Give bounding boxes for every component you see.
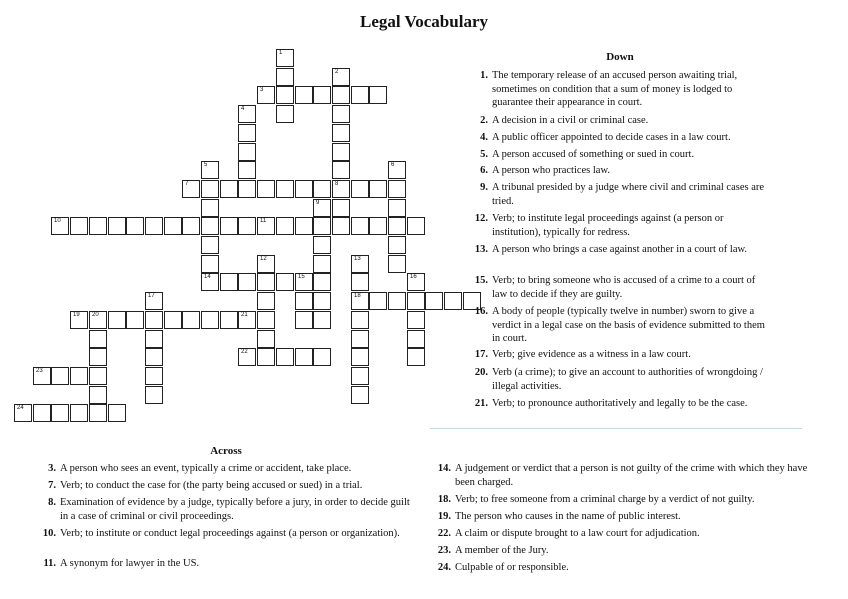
grid-cell[interactable] xyxy=(313,292,331,310)
grid-cell[interactable] xyxy=(201,180,219,198)
clue-number-label: 20. xyxy=(474,367,488,378)
grid-cell[interactable] xyxy=(70,311,88,329)
clue-text: Verb; to bring someone who is accused of a crime to a court of law to decide if they are guilty. xyxy=(492,275,756,300)
grid-cell[interactable] xyxy=(388,180,406,198)
grid-cell[interactable] xyxy=(238,105,256,123)
grid-cell[interactable] xyxy=(145,330,163,348)
clue-number: 21 xyxy=(241,312,248,318)
grid-cell[interactable] xyxy=(126,311,144,329)
clue-number: 13 xyxy=(354,256,361,262)
down-heading: Down xyxy=(606,51,634,63)
grid-cell[interactable] xyxy=(369,292,387,310)
grid-cell[interactable] xyxy=(201,311,219,329)
grid-cell[interactable] xyxy=(51,367,69,385)
grid-cell[interactable] xyxy=(369,86,387,104)
grid-cell[interactable] xyxy=(351,292,369,310)
grid-cell[interactable] xyxy=(332,199,350,217)
clue-number: 24 xyxy=(17,405,24,411)
grid-cell[interactable] xyxy=(201,217,219,235)
grid-cell[interactable] xyxy=(238,348,256,366)
grid-cell[interactable] xyxy=(145,217,163,235)
grid-cell[interactable] xyxy=(257,348,275,366)
grid-cell[interactable] xyxy=(351,386,369,404)
clue-number-label: 13. xyxy=(474,244,488,255)
grid-cell[interactable] xyxy=(388,217,406,235)
grid-cell[interactable] xyxy=(51,404,69,422)
grid-cell[interactable] xyxy=(313,255,331,273)
grid-cell[interactable] xyxy=(276,273,294,291)
clue-number: 6 xyxy=(391,162,395,168)
grid-cell[interactable] xyxy=(276,105,294,123)
grid-cell[interactable] xyxy=(351,311,369,329)
clue-number-label: 6. xyxy=(480,165,488,176)
grid-cell[interactable] xyxy=(276,68,294,86)
grid-cell[interactable] xyxy=(332,180,350,198)
grid-cell[interactable] xyxy=(407,292,425,310)
grid-cell[interactable] xyxy=(89,367,107,385)
grid-cell[interactable] xyxy=(407,217,425,235)
grid-cell[interactable] xyxy=(70,367,88,385)
clue-number: 5 xyxy=(204,162,208,168)
grid-cell[interactable] xyxy=(313,86,331,104)
grid-cell[interactable] xyxy=(14,404,32,422)
grid-cell[interactable] xyxy=(220,180,238,198)
grid-cell[interactable] xyxy=(164,311,182,329)
grid-cell[interactable] xyxy=(407,311,425,329)
grid-cell[interactable] xyxy=(276,49,294,67)
clue-number-label: 3. xyxy=(48,463,56,474)
clue-text: A judgement or verdict that a person is not guilty of the crime with which they have been charged. xyxy=(455,463,808,488)
clue-text: Verb; to pronounce authoritatively and legally to be the case. xyxy=(492,398,748,409)
clue-number: 18 xyxy=(354,293,361,299)
grid-cell[interactable] xyxy=(295,292,313,310)
grid-cell[interactable] xyxy=(182,217,200,235)
grid-cell[interactable] xyxy=(70,404,88,422)
clue-text: Verb; to free someone from a criminal charge by a verdict of not guilty. xyxy=(455,494,755,505)
grid-cell[interactable] xyxy=(89,386,107,404)
clue-text: A body of people (typically twelve in number) sworn to give a verdict in a legal case on the basis of evidence submitted to them in court. xyxy=(492,306,765,344)
grid-cell[interactable] xyxy=(257,292,275,310)
grid-cell[interactable] xyxy=(238,143,256,161)
clue-number: 23 xyxy=(36,368,43,374)
clue-number: 16 xyxy=(410,274,417,280)
grid-cell[interactable] xyxy=(332,124,350,142)
grid-cell[interactable] xyxy=(238,273,256,291)
grid-cell[interactable] xyxy=(332,68,350,86)
clue-number: 10 xyxy=(54,218,61,224)
clue-number-label: 24. xyxy=(437,562,451,573)
clue-text: A person who brings a case against another in a court of law. xyxy=(492,244,748,255)
divider xyxy=(430,428,802,429)
clue-number-label: 8. xyxy=(48,497,56,508)
grid-cell[interactable] xyxy=(89,330,107,348)
grid-cell[interactable] xyxy=(388,199,406,217)
clue-text: A claim or dispute brought to a law court for adjudication. xyxy=(455,528,700,539)
grid-cell[interactable] xyxy=(257,330,275,348)
clue-number: 19 xyxy=(73,312,80,318)
grid-cell[interactable] xyxy=(295,273,313,291)
clue-number: 15 xyxy=(298,274,305,280)
grid-cell[interactable] xyxy=(257,217,275,235)
grid-cell[interactable] xyxy=(351,273,369,291)
grid-cell[interactable] xyxy=(388,236,406,254)
clue-number-label: 22. xyxy=(437,528,451,539)
grid-cell[interactable] xyxy=(182,311,200,329)
clue-number: 14 xyxy=(204,274,211,280)
clue-number-label: 11. xyxy=(43,558,56,569)
grid-cell[interactable] xyxy=(182,180,200,198)
clue-text: A member of the Jury. xyxy=(455,545,549,556)
grid-cell[interactable] xyxy=(257,273,275,291)
grid-cell[interactable] xyxy=(201,236,219,254)
clue-number: 4 xyxy=(241,106,245,112)
grid-cell[interactable] xyxy=(332,105,350,123)
clue-number-label: 1. xyxy=(480,70,488,81)
clue-text: Culpable of or responsible. xyxy=(455,562,569,573)
grid-cell[interactable] xyxy=(332,86,350,104)
grid-cell[interactable] xyxy=(33,404,51,422)
grid-cell[interactable] xyxy=(313,236,331,254)
grid-cell[interactable] xyxy=(89,404,107,422)
grid-cell[interactable] xyxy=(295,86,313,104)
clue-text: Verb; to institute legal proceedings against (a person or institution), typically for redress. xyxy=(492,213,724,238)
clue-text: A person accused of something or sued in court. xyxy=(492,149,695,160)
clue-text: The person who causes in the name of public interest. xyxy=(455,511,681,522)
clue-text: Verb; to institute or conduct legal proceedings against (a person or organization). xyxy=(60,528,400,539)
grid-cell[interactable] xyxy=(351,217,369,235)
clue-text: Verb (a crime); to give an account to authorities of wrongdoing / illegal activities. xyxy=(492,367,763,392)
grid-cell[interactable] xyxy=(351,180,369,198)
clue-number-label: 16. xyxy=(474,306,488,317)
grid-cell[interactable] xyxy=(201,255,219,273)
clue-number-label: 23. xyxy=(437,545,451,556)
grid-cell[interactable] xyxy=(201,161,219,179)
clue-text: A tribunal presided by a judge where civil and criminal cases are tried. xyxy=(492,182,765,207)
grid-cell[interactable] xyxy=(388,161,406,179)
grid-cell[interactable] xyxy=(220,273,238,291)
clue-number: 3 xyxy=(260,87,264,93)
grid-cell[interactable] xyxy=(145,348,163,366)
page-title: Legal Vocabulary xyxy=(360,12,488,31)
grid-cell[interactable] xyxy=(257,86,275,104)
clue-number: 8 xyxy=(335,181,339,187)
grid-cell[interactable] xyxy=(257,255,275,273)
grid-cell[interactable] xyxy=(257,311,275,329)
grid-cell[interactable] xyxy=(369,217,387,235)
grid-cell[interactable] xyxy=(407,273,425,291)
clue-number: 1 xyxy=(279,50,283,56)
clue-number-label: 19. xyxy=(437,511,451,522)
clue-number-label: 18. xyxy=(437,494,451,505)
grid-cell[interactable] xyxy=(145,386,163,404)
clue-number-label: 9. xyxy=(480,182,488,193)
clue-number-label: 10. xyxy=(42,528,56,539)
grid-cell[interactable] xyxy=(257,180,275,198)
across-heading: Across xyxy=(210,445,242,457)
grid-cell[interactable] xyxy=(89,217,107,235)
grid-cell[interactable] xyxy=(295,180,313,198)
grid-cell[interactable] xyxy=(444,292,462,310)
grid-cell[interactable] xyxy=(407,348,425,366)
grid-cell[interactable] xyxy=(238,124,256,142)
grid-cell[interactable] xyxy=(313,311,331,329)
grid-cell[interactable] xyxy=(313,348,331,366)
clue-text: Verb; to conduct the case for (the party being accused or sued) in a trial. xyxy=(60,480,363,491)
grid-cell[interactable] xyxy=(332,143,350,161)
clue-number-label: 14. xyxy=(437,463,451,474)
clue-number-label: 5. xyxy=(480,149,488,160)
grid-cell[interactable] xyxy=(351,348,369,366)
clue-number-label: 15. xyxy=(474,275,488,286)
clue-number: 11 xyxy=(260,218,267,224)
clue-number-label: 7. xyxy=(48,480,56,491)
grid-cell[interactable] xyxy=(51,217,69,235)
grid-cell[interactable] xyxy=(145,292,163,310)
grid-cell[interactable] xyxy=(70,217,88,235)
grid-cell[interactable] xyxy=(201,273,219,291)
grid-cell[interactable] xyxy=(369,180,387,198)
clue-number: 20 xyxy=(92,312,99,318)
clue-number-label: 21. xyxy=(474,398,488,409)
grid-cell[interactable] xyxy=(238,217,256,235)
grid-cell[interactable] xyxy=(351,86,369,104)
clue-number-label: 2. xyxy=(480,115,488,126)
grid-cell[interactable] xyxy=(145,367,163,385)
grid-cell[interactable] xyxy=(126,217,144,235)
clue-number: 7 xyxy=(185,181,189,187)
grid-cell[interactable] xyxy=(89,311,107,329)
grid-cell[interactable] xyxy=(276,348,294,366)
clue-number: 22 xyxy=(241,349,248,355)
grid-cell[interactable] xyxy=(108,311,126,329)
grid-cell[interactable] xyxy=(332,217,350,235)
clue-text: A person who practices law. xyxy=(492,165,610,176)
clue-text: A decision in a civil or criminal case. xyxy=(492,115,649,126)
clue-number-label: 4. xyxy=(480,132,488,143)
grid-cell[interactable] xyxy=(351,367,369,385)
grid-cell[interactable] xyxy=(238,311,256,329)
grid-cell[interactable] xyxy=(108,404,126,422)
grid-cell[interactable] xyxy=(145,311,163,329)
clue-number: 9 xyxy=(316,200,320,206)
grid-cell[interactable] xyxy=(108,217,126,235)
grid-cell[interactable] xyxy=(276,217,294,235)
grid-cell[interactable] xyxy=(295,311,313,329)
grid-cell[interactable] xyxy=(238,161,256,179)
grid-cell[interactable] xyxy=(276,86,294,104)
clue-text: Examination of evidence by a judge, typically before a jury, in order to decide guilt in a case of criminal or civil proceedings. xyxy=(60,497,410,522)
grid-cell[interactable] xyxy=(164,217,182,235)
grid-cell[interactable] xyxy=(313,273,331,291)
grid-cell[interactable] xyxy=(332,161,350,179)
clue-number: 17 xyxy=(148,293,155,299)
grid-cell[interactable] xyxy=(313,199,331,217)
grid-cell[interactable] xyxy=(295,217,313,235)
grid-cell[interactable] xyxy=(425,292,443,310)
grid-cell[interactable] xyxy=(33,367,51,385)
grid-cell[interactable] xyxy=(295,348,313,366)
clue-number: 12 xyxy=(260,256,267,262)
grid-cell[interactable] xyxy=(351,255,369,273)
grid-cell[interactable] xyxy=(89,348,107,366)
clue-number-label: 12. xyxy=(474,213,488,224)
grid-cell[interactable] xyxy=(238,180,256,198)
grid-cell[interactable] xyxy=(388,292,406,310)
grid-cell[interactable] xyxy=(276,180,294,198)
clue-text: A public officer appointed to decide cases in a law court. xyxy=(492,132,731,143)
clue-number-label: 17. xyxy=(474,349,488,360)
grid-cell[interactable] xyxy=(351,330,369,348)
grid-cell[interactable] xyxy=(220,217,238,235)
clue-text: The temporary release of an accused person awaiting trial, sometimes on condition that a sum of money is lodged to guarantee their appearance in court. xyxy=(492,70,738,108)
grid-cell[interactable] xyxy=(388,255,406,273)
clue-text: A synonym for lawyer in the US. xyxy=(60,558,200,569)
grid-cell[interactable] xyxy=(220,311,238,329)
clue-text: Verb; give evidence as a witness in a law court. xyxy=(492,349,691,360)
grid-cell[interactable] xyxy=(407,330,425,348)
clue-text: A person who sees an event, typically a crime or accident, take place. xyxy=(60,463,352,474)
grid-cell[interactable] xyxy=(201,199,219,217)
grid-cell[interactable] xyxy=(313,217,331,235)
clue-number: 2 xyxy=(335,69,339,75)
grid-cell[interactable] xyxy=(313,180,331,198)
